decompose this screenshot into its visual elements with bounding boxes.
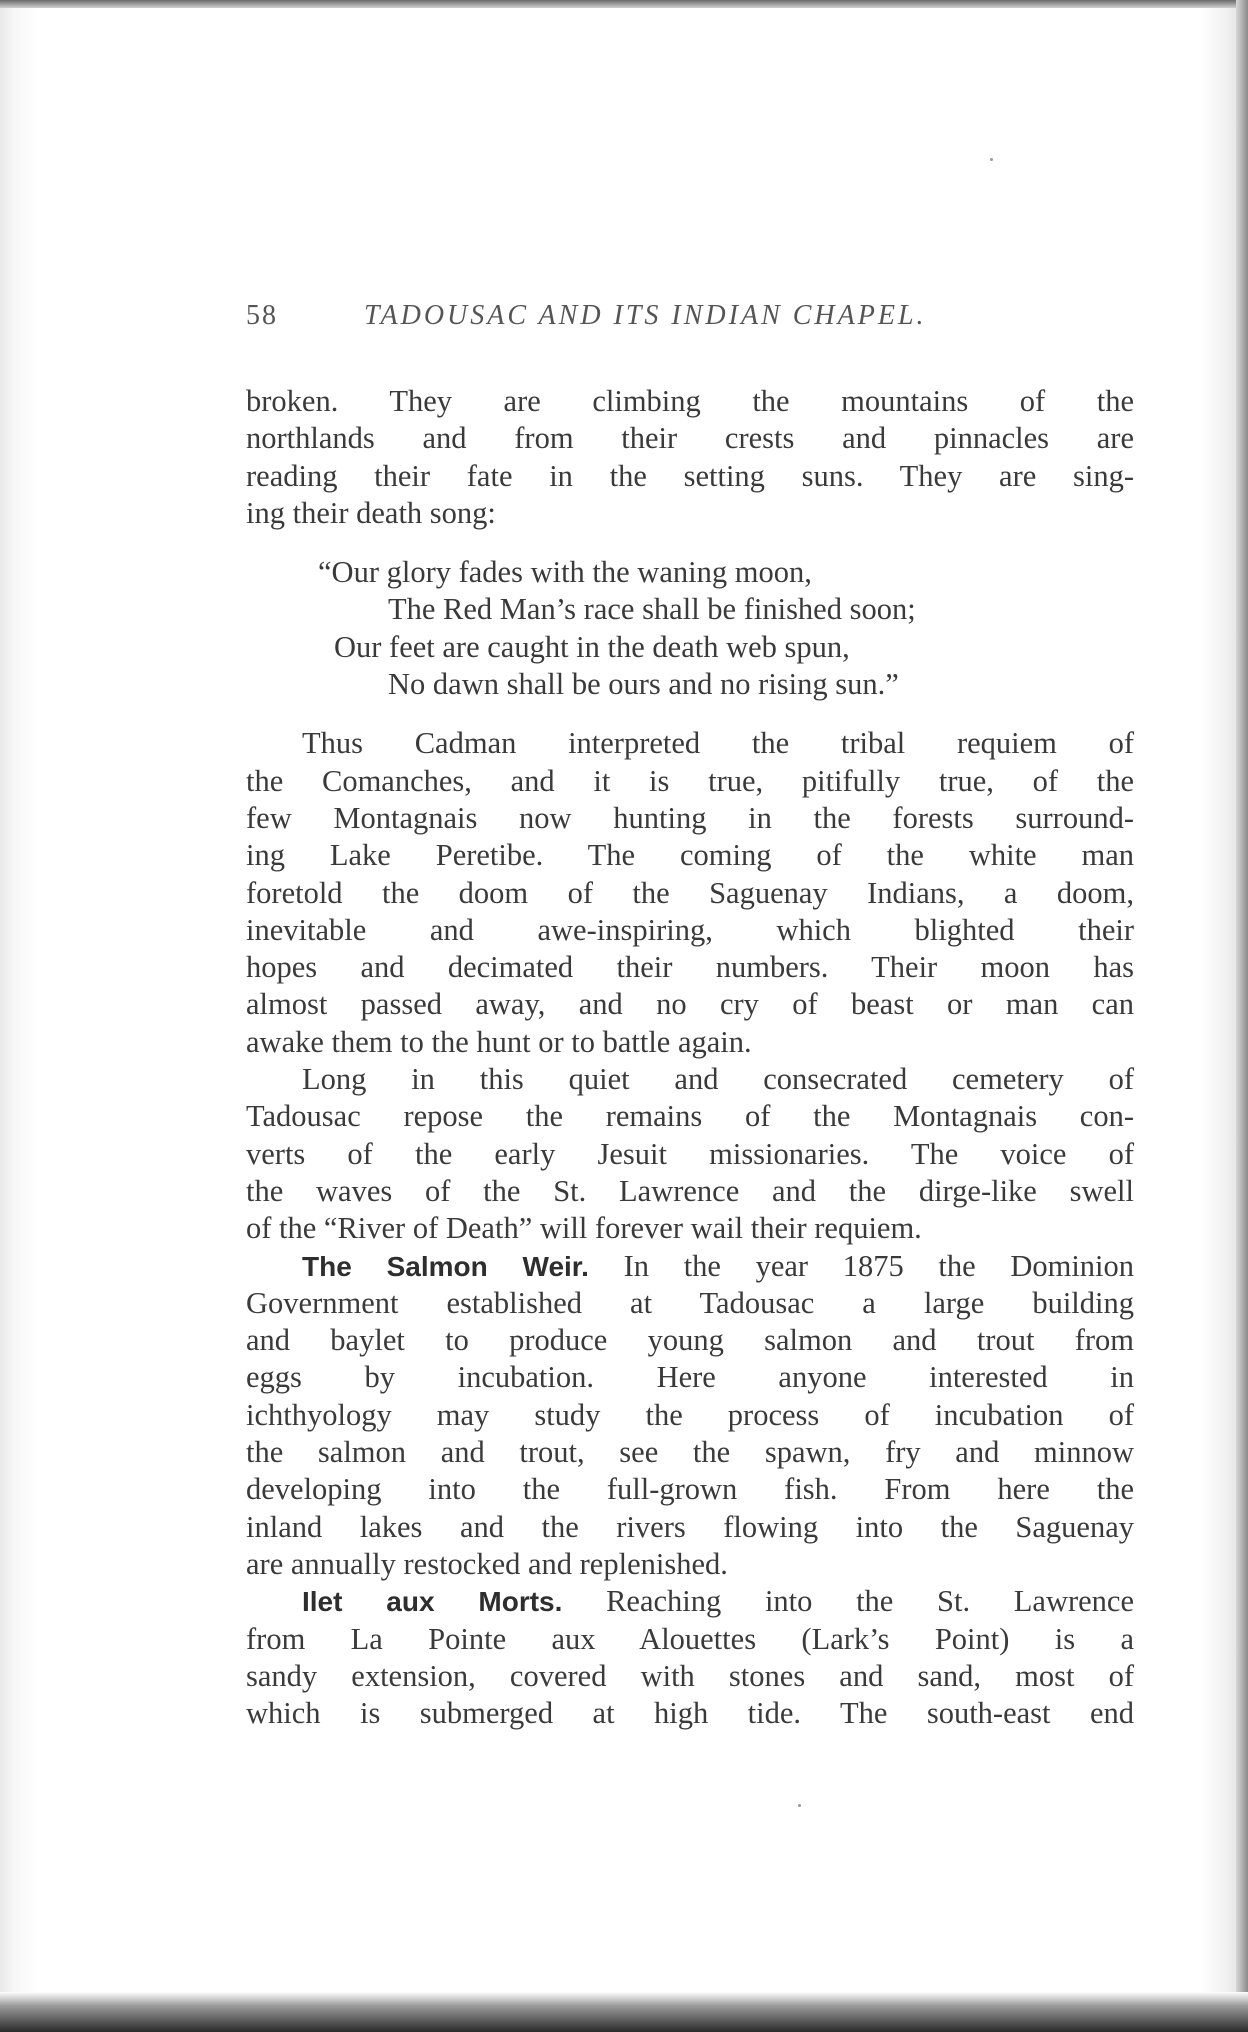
text-line: developing into the full-grown fish. From here the	[246, 1472, 1134, 1507]
text-line: Thus Cadman interpreted the tribal requiem of	[302, 726, 1134, 761]
text-line: northlands and from their crests and pinnacles are	[246, 421, 1134, 456]
section-heading-salmon-weir: The Salmon Weir.	[302, 1250, 589, 1282]
text-line: reading their fate in the setting suns. They are sing-	[246, 458, 1134, 493]
heading-continuation: Reaching into the St. Lawrence	[606, 1584, 1134, 1619]
text-line: foretold the doom of the Saguenay Indians, a doom,	[246, 875, 1134, 910]
text-line: ing their death song:	[246, 495, 496, 530]
verse-line: “Our glory fades with the waning moon,	[318, 555, 812, 590]
text-line: verts of the early Jesuit missionaries. The voice of	[246, 1136, 1134, 1171]
paragraph-salmon-weir	[246, 1248, 1134, 1584]
verse-line: Our feet are caught in the death web spun,	[334, 629, 850, 664]
scan-right-edge	[1236, 0, 1248, 2032]
heading-continuation: In the year 1875 the Dominion	[623, 1248, 1135, 1283]
verse-quotation	[246, 554, 1134, 703]
text-line: and baylet to produce young salmon and trout from	[246, 1323, 1134, 1358]
text-line: ichthyology may study the process of incubation of	[246, 1397, 1134, 1432]
text-line: Tadousac repose the remains of the Montagnais con-	[246, 1099, 1134, 1134]
text-line: the waves of the St. Lawrence and the dirge-like swell	[246, 1173, 1134, 1208]
paragraph-1	[246, 383, 1134, 532]
scan-bottom-edge	[0, 1992, 1248, 2032]
paragraph-2	[246, 725, 1134, 1061]
running-title: TADOUSAC AND ITS INDIAN CHAPEL.	[364, 300, 927, 331]
text-line	[246, 1248, 1134, 1285]
text-line: the Comanches, and it is true, pitifully true, of the	[246, 763, 1134, 798]
text-line: awake them to the hunt or to battle again.	[246, 1024, 752, 1059]
paragraph-3	[246, 1061, 1134, 1247]
text-line: broken. They are climbing the mountains of the	[246, 384, 1134, 418]
text-line: Long in this quiet and consecrated cemetery of	[302, 1062, 1134, 1097]
scan-speck	[990, 158, 993, 161]
scan-speck	[798, 1804, 801, 1807]
text-line: hopes and decimated their numbers. Their moon has	[246, 950, 1134, 985]
text-line: Government established at Tadousac a large building	[246, 1285, 1134, 1320]
text-line: inland lakes and the rivers flowing into the Saguenay	[246, 1509, 1134, 1544]
paragraph-ilet-aux-morts	[246, 1583, 1134, 1732]
text-line: ing Lake Peretibe. The coming of the white man	[246, 838, 1134, 873]
text-line: from La Pointe aux Alouettes (Lark’s Point) is a	[246, 1621, 1134, 1656]
text-line: inevitable and awe-inspiring, which blighted their	[246, 912, 1134, 947]
verse-line: No dawn shall be ours and no rising sun.”	[388, 667, 899, 702]
text-line	[246, 1583, 1134, 1620]
text-line: sandy extension, covered with stones and sand, most of	[246, 1658, 1134, 1693]
text-line: eggs by incubation. Here anyone interested in	[246, 1360, 1134, 1395]
text-line: almost passed away, and no cry of beast or man can	[246, 987, 1134, 1022]
page-body	[246, 383, 1134, 1732]
page-number: 58	[246, 300, 278, 331]
section-heading-ilet-aux-morts: Ilet aux Morts.	[302, 1586, 563, 1618]
scan-top-edge	[0, 0, 1248, 8]
text-line: which is submerged at high tide. The south-east end	[246, 1696, 1134, 1731]
verse-line: The Red Man’s race shall be finished soon;	[388, 592, 916, 627]
text-line: of the “River of Death” will forever wail their requiem.	[246, 1211, 922, 1246]
text-line: few Montagnais now hunting in the forests surround-	[246, 800, 1134, 835]
text-line: are annually restocked and replenished.	[246, 1546, 728, 1581]
running-header	[246, 300, 1126, 340]
text-line: the salmon and trout, see the spawn, fry and minnow	[246, 1435, 1134, 1470]
